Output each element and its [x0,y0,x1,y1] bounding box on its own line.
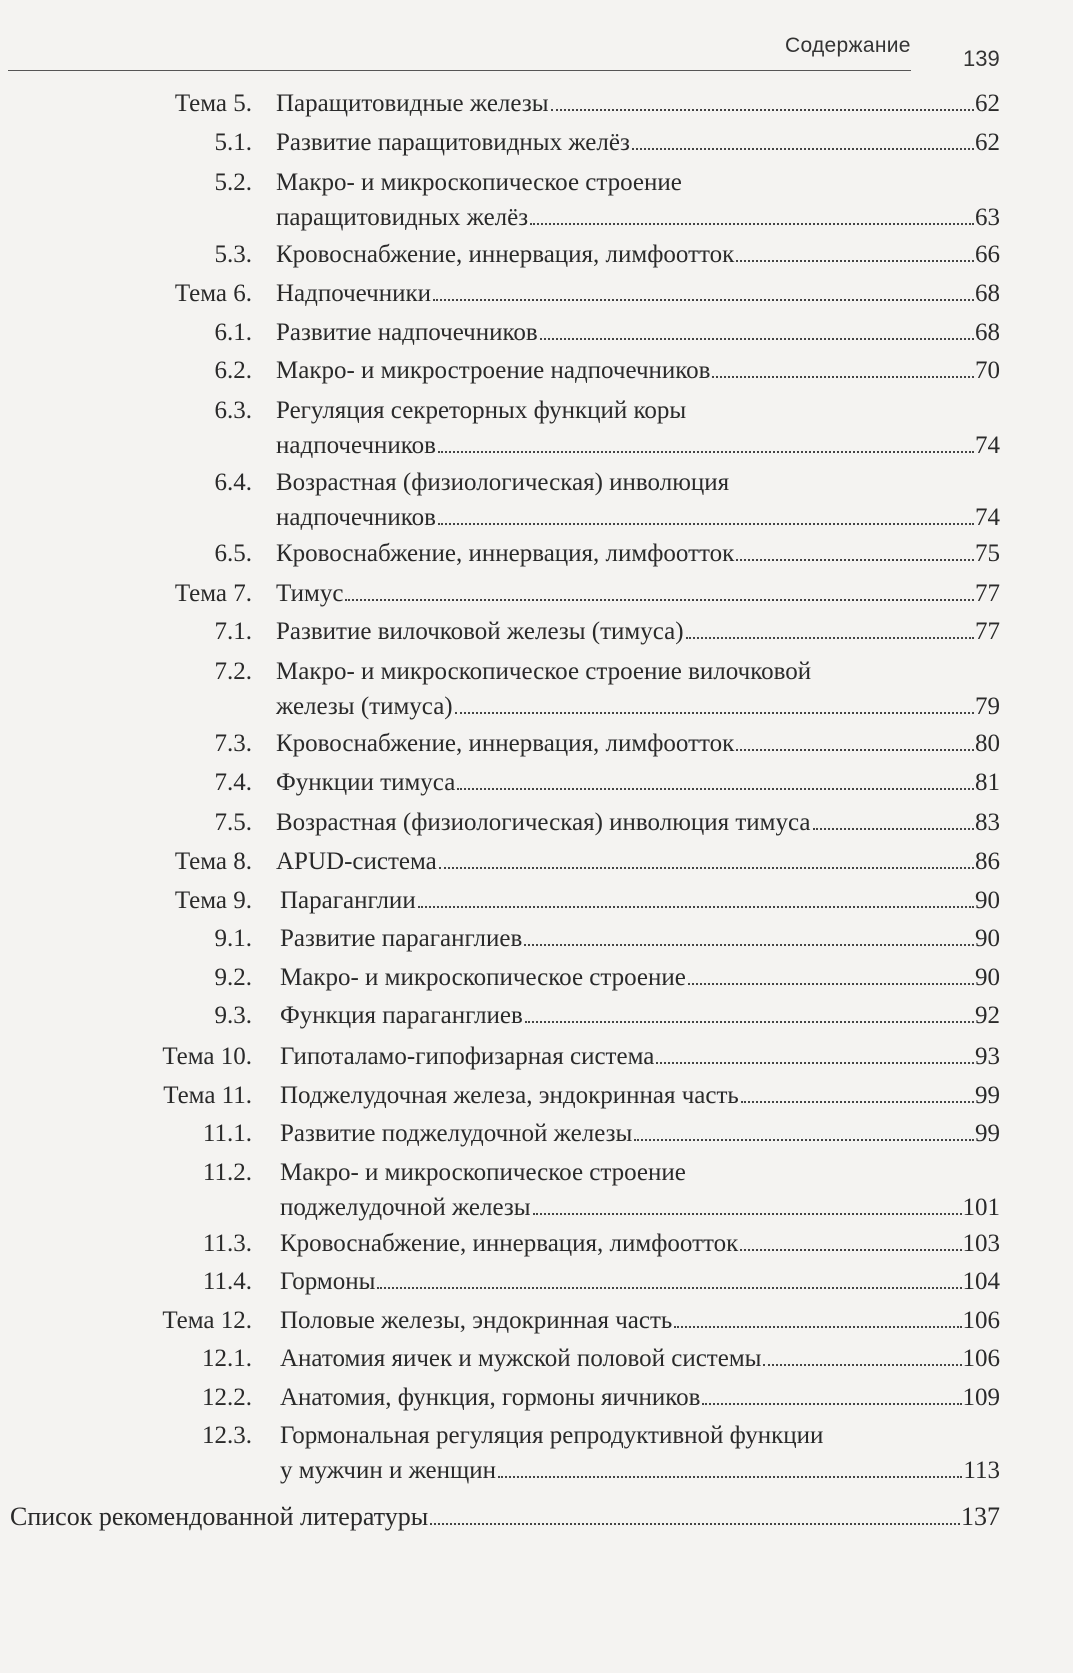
toc-entry-title: Параганглии [280,887,416,914]
toc-entry-page: 68 [975,280,1000,307]
toc-entry-row [276,238,1000,272]
toc-entry[interactable] [0,126,1073,160]
toc-entry-page: 81 [975,769,1000,796]
toc-entry-title: поджелудочной железы [280,1194,531,1221]
toc-entry-title-line: Макро- и микроскопическое строение вилочковой [276,658,812,685]
toc-entry[interactable] [0,999,1073,1033]
toc-entry-title: у мужчин и женщин [280,1457,497,1484]
dot-leader [632,148,974,150]
running-header: Содержание [785,34,911,57]
toc-entry-page: 90 [975,887,1000,914]
toc-entry-title: Развитие надпочечников [276,319,538,346]
toc-entry-title: Кровоснабжение, иннервация, лимфоотток [276,540,735,567]
dot-leader [430,1523,960,1525]
toc-entry-title: Список рекомендованной литературы [10,1502,429,1531]
toc-entry-number: 5.3. [214,241,252,268]
toc-entry[interactable] [0,1342,1073,1376]
toc-entry-row [280,922,1000,956]
toc-entry-title: Надпочечники [276,280,432,307]
toc-entry-page: 99 [975,1082,1000,1109]
toc-entry-number: 9.2. [214,964,252,991]
toc-entry[interactable] [0,316,1073,350]
toc-entry-number: 5.1. [214,129,252,156]
dot-leader [656,1062,974,1064]
toc-entry-title: Половые железы, эндокринная часть [280,1307,673,1334]
toc-entry[interactable] [0,466,1073,531]
dot-leader [736,749,974,751]
toc-entry-row [276,845,1000,879]
toc-entry-number: Тема 12. [162,1307,252,1334]
toc-entry-title: APUD-система [276,848,437,875]
dot-leader [551,109,975,111]
toc-entry-page: 62 [975,90,1000,117]
toc-entry-row [276,316,1000,350]
toc-entry-number: Тема 5. [174,90,252,117]
toc-entry[interactable] [0,1265,1073,1299]
toc-entry-row [276,501,1000,535]
toc-entry-page: 106 [962,1307,1000,1334]
toc-entry-title: Кровоснабжение, иннервация, лимфоотток [280,1230,739,1257]
dot-leader [439,867,974,869]
toc-entry-number: Тема 9. [174,887,252,914]
toc-entry-number: 5.2. [214,169,252,196]
toc-entry-page: 79 [975,693,1000,720]
dot-leader [540,338,974,340]
toc-entry-page: 106 [962,1345,1000,1372]
toc-entry-title-line: Гормональная регуляция репродуктивной функции [280,1422,824,1449]
toc-entry-page: 63 [975,204,1000,231]
toc-entry[interactable] [0,277,1073,311]
toc-entry-title: Анатомия, функция, гормоны яичников [280,1384,701,1411]
toc-entry-number: 6.1. [214,319,252,346]
dot-leader [740,1249,961,1251]
toc-entry-row [280,1040,1000,1074]
dot-leader [525,1021,974,1023]
dot-leader [736,260,974,262]
toc-entry-row [280,1117,1000,1151]
toc-entry-page: 83 [975,809,1000,836]
dot-leader [813,828,975,830]
toc-entry-number: Тема 6. [174,280,252,307]
toc-entry-title: Развитие паращитовидных желёз [276,129,630,156]
toc-entry-number: 6.3. [214,397,252,424]
toc-entry-title: Анатомия яичек и мужской половой системы [280,1345,762,1372]
toc-entry-number: 7.2. [214,658,252,685]
toc-entry-number: 12.2. [202,1384,252,1411]
toc-entry[interactable] [0,884,1073,918]
toc-entry-number: 7.4. [214,769,252,796]
toc-entry-page: 113 [963,1457,1000,1484]
toc-entry-title: паращитовидных желёз [276,204,529,231]
dot-leader [498,1476,962,1478]
toc-entry-page: 86 [975,848,1000,875]
toc-entry-number: 11.1. [202,1120,252,1147]
toc-entry-row [276,277,1000,311]
toc-entry-page: 92 [975,1002,1000,1029]
dot-leader [455,712,974,714]
dot-leader [686,637,974,639]
toc-entry[interactable] [0,166,1073,231]
toc-entry-page: 77 [975,580,1000,607]
toc-entry-row [280,884,1000,918]
toc-entry[interactable] [0,1156,1073,1221]
toc-entry[interactable] [0,1227,1073,1261]
dot-leader [377,1287,961,1289]
toc-entry-title: Развитие поджелудочной железы [280,1120,633,1147]
toc-entry[interactable] [0,1304,1073,1338]
toc-entry-row [280,961,1000,995]
toc-entry-row [276,615,1000,649]
toc-entry[interactable] [0,727,1073,761]
toc-entry-number: 11.3. [202,1230,252,1257]
toc-entry-row [280,1342,1000,1376]
toc-entry-number: Тема 7. [174,580,252,607]
toc-entry-page: 68 [975,319,1000,346]
dot-leader [530,223,974,225]
toc-entry[interactable] [0,1079,1073,1113]
dot-leader [533,1213,962,1215]
toc-entry-title: Макро- и микростроение надпочечников [276,357,711,384]
toc-entry-number: 12.1. [202,1345,252,1372]
toc-entry-title-line: Макро- и микроскопическое строение [276,169,682,196]
toc-entry[interactable] [0,845,1073,879]
dot-leader [524,944,974,946]
toc-entry[interactable] [0,537,1073,571]
toc-entry-page: 137 [961,1502,1000,1531]
toc-entry-title: Функция параганглиев [280,1002,523,1029]
toc-entry-page: 74 [975,432,1000,459]
toc-entry-row [276,354,1000,388]
toc-entry[interactable] [0,766,1073,800]
dot-leader [688,983,974,985]
toc-entry-title: Кровоснабжение, иннервация, лимфоотток [276,730,735,757]
dot-leader [741,1101,974,1103]
toc-entry-number: 7.3. [214,730,252,757]
toc-entry-page: 90 [975,925,1000,952]
page-number: 139 [963,46,1000,71]
dot-leader [712,376,974,378]
toc-entry[interactable] [0,961,1073,995]
toc-entry-title: железы (тимуса) [276,693,453,720]
toc-entry-title: Паращитовидные железы [276,90,549,117]
toc-entry[interactable] [0,577,1073,611]
toc-entry-number: 11.2. [202,1159,252,1186]
toc-entry-number: 9.1. [214,925,252,952]
toc-entry-row [276,87,1000,121]
toc-entry-title: надпочечников [276,504,436,531]
toc-entry-page: 80 [975,730,1000,757]
toc-entry-page: 75 [975,540,1000,567]
dot-leader [433,299,974,301]
toc-entry-number: 12.3. [202,1422,252,1449]
dot-leader [634,1139,974,1141]
toc-entry-page: 90 [975,964,1000,991]
toc-entry-title: Возрастная (физиологическая) инволюция тимуса [276,809,811,836]
toc-entry-page: 104 [962,1268,1000,1295]
toc-entry-number: 6.2. [214,357,252,384]
toc-entry-title-line: Регуляция секреторных функций коры [276,397,687,424]
toc-entry-page: 103 [962,1230,1000,1257]
toc-entry-number: 6.5. [214,540,252,567]
toc-entry-row [276,537,1000,571]
dot-leader [702,1403,961,1405]
toc-entry-title: Кровоснабжение, иннервация, лимфоотток [276,241,735,268]
toc-entry[interactable] [0,354,1073,388]
toc-entry-number: 7.5. [214,809,252,836]
toc-entry-row [280,1454,1000,1488]
toc-entry-row [276,766,1000,800]
toc-entry-row [280,999,1000,1033]
toc-entry-row [280,1079,1000,1113]
toc-entry[interactable] [0,922,1073,956]
toc-entry-number: 6.4. [214,469,252,496]
toc-entry-page: 109 [962,1384,1000,1411]
toc-entry-row [280,1191,1000,1225]
toc-entry-number: 7.1. [214,618,252,645]
toc-entry[interactable] [0,1117,1073,1151]
toc-entry[interactable] [0,394,1073,459]
toc-entry-page: 66 [975,241,1000,268]
toc-entry-page: 77 [975,618,1000,645]
toc-entry-title: Гипоталамо-гипофизарная система [280,1043,655,1070]
toc-entry[interactable] [0,87,1073,121]
toc-entry-row [276,577,1000,611]
toc-entry-title: Поджелудочная железа, эндокринная часть [280,1082,739,1109]
dot-leader [438,523,974,525]
dot-leader [438,451,974,453]
toc-entry-number: 9.3. [214,1002,252,1029]
toc-entry[interactable] [0,655,1073,720]
toc-entry-title: Макро- и микроскопическое строение [280,964,686,991]
toc-entry[interactable] [0,1419,1073,1484]
toc-entry-row [280,1304,1000,1338]
toc-entry-number: 11.4. [202,1268,252,1295]
toc-entry-title-line: Макро- и микроскопическое строение [280,1159,686,1186]
toc-entry-row [276,806,1000,840]
toc-entry[interactable] [0,1500,1073,1534]
toc-entry-row [276,727,1000,761]
toc-entry[interactable] [0,806,1073,840]
toc-entry-title: Функции тимуса [276,769,456,796]
toc-entry-row [276,690,1000,724]
toc-entry[interactable] [0,1381,1073,1415]
dot-leader [736,559,974,561]
toc-entry-title: Развитие вилочковой железы (тимуса) [276,618,684,645]
toc-entry-row [280,1227,1000,1261]
toc-entry-number: Тема 8. [174,848,252,875]
toc-entry-row [280,1265,1000,1299]
toc-entry-page: 70 [975,357,1000,384]
toc-entry-page: 99 [975,1120,1000,1147]
dot-leader [418,906,974,908]
dot-leader [345,599,974,601]
toc-entry[interactable] [0,238,1073,272]
toc-entry-title: Тимус [276,580,344,607]
toc-entry-title: Гормоны [280,1268,376,1295]
toc-entry-page: 101 [962,1194,1000,1221]
toc-entry-row [280,1381,1000,1415]
dot-leader [674,1326,961,1328]
toc-entry-title-line: Возрастная (физиологическая) инволюция [276,469,730,496]
toc-entry-page: 62 [975,129,1000,156]
toc-entry[interactable] [0,1040,1073,1074]
toc-entry-number: Тема 10. [162,1043,252,1070]
toc-entry-row [276,126,1000,160]
toc-entry-title: Развитие параганглиев [280,925,523,952]
toc-entry-number: Тема 11. [163,1082,252,1109]
toc-entry-row [276,201,1000,235]
toc-entry-row [276,429,1000,463]
toc-entry-page: 93 [975,1043,1000,1070]
toc-entry-title: надпочечников [276,432,436,459]
toc-entry-page: 74 [975,504,1000,531]
toc-entry[interactable] [0,615,1073,649]
dot-leader [457,788,974,790]
toc-entry-row [10,1500,1000,1534]
dot-leader [763,1364,961,1366]
